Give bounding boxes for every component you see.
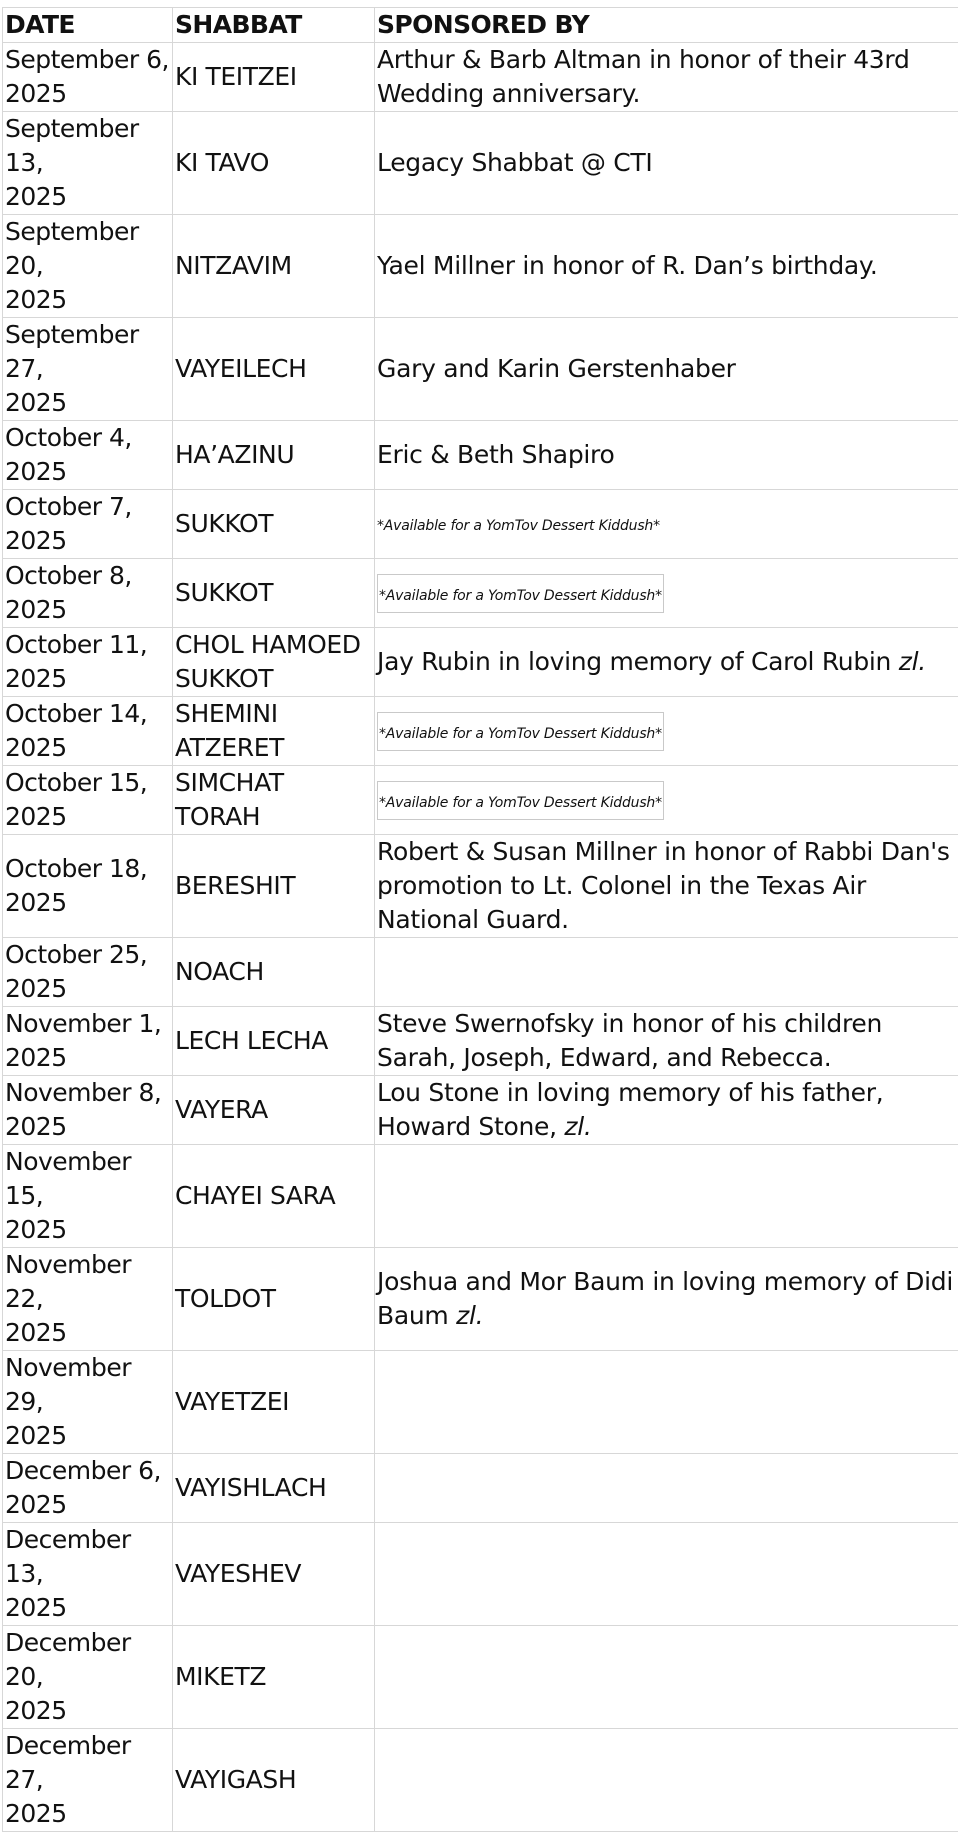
date-cell[interactable]: December 6, 2025: [3, 1454, 173, 1523]
table-row: [3, 628, 958, 697]
table-row: [3, 1007, 958, 1076]
sponsored-by-column-header: SPONSORED BY: [375, 8, 958, 43]
sponsor-cell[interactable]: [375, 628, 958, 697]
table-row: [3, 112, 958, 215]
shabbat-cell[interactable]: LECH LECHA: [173, 1007, 375, 1076]
shabbat-cell[interactable]: HA’AZINU: [173, 421, 375, 490]
table-row: [3, 1454, 958, 1523]
table-row: [3, 43, 958, 112]
shabbat-column-header: SHABBAT: [173, 8, 375, 43]
sponsor-text: Yael Millner in honor of R. Dan’s birthday.: [377, 251, 877, 280]
shabbat-cell[interactable]: TOLDOT: [173, 1248, 375, 1351]
table-row: [3, 318, 958, 421]
sponsor-text: Legacy Shabbat @ CTI: [377, 148, 652, 177]
table-row: [3, 215, 958, 318]
shabbat-cell[interactable]: SHEMINI ATZERET: [173, 697, 375, 766]
date-column-header: DATE: [3, 8, 173, 43]
table-row: [3, 1248, 958, 1351]
sponsor-text: Robert & Susan Millner in honor of Rabbi Dan's promotion to Lt. Colonel in the Texas Air National Guard.: [377, 837, 950, 934]
date-cell[interactable]: October 8, 2025: [3, 559, 173, 628]
table-body: [3, 43, 958, 1832]
sponsorship-sheet: [2, 7, 958, 1832]
date-cell[interactable]: October 4, 2025: [3, 421, 173, 490]
sponsor-cell[interactable]: [375, 215, 958, 318]
shabbat-cell[interactable]: BERESHIT: [173, 835, 375, 938]
sponsor-text: Gary and Karin Gerstenhaber: [377, 354, 736, 383]
header-row: [3, 8, 958, 43]
date-cell[interactable]: September 20, 2025: [3, 215, 173, 318]
shabbat-cell[interactable]: VAYETZEI: [173, 1351, 375, 1454]
shabbat-cell[interactable]: VAYERA: [173, 1076, 375, 1145]
table-row: [3, 1729, 958, 1832]
sponsor-cell[interactable]: [375, 1523, 958, 1626]
shabbat-cell[interactable]: VAYIGASH: [173, 1729, 375, 1832]
sponsor-cell[interactable]: [375, 835, 958, 938]
sponsor-cell[interactable]: [375, 1626, 958, 1729]
sponsor-cell[interactable]: [375, 1454, 958, 1523]
shabbat-cell[interactable]: KI TAVO: [173, 112, 375, 215]
table-row: [3, 766, 958, 835]
table-row: [3, 938, 958, 1007]
availability-note: *Available for a YomTov Dessert Kiddush*: [379, 726, 662, 742]
sponsor-cell[interactable]: [375, 1076, 958, 1145]
sponsor-text: Lou Stone in loving memory of his father, Howard Stone,: [377, 1078, 883, 1141]
sponsor-cell[interactable]: [375, 766, 958, 835]
sponsor-cell[interactable]: [375, 421, 958, 490]
table-row: [3, 1351, 958, 1454]
sponsor-cell[interactable]: [375, 559, 958, 628]
date-cell[interactable]: November 29, 2025: [3, 1351, 173, 1454]
date-cell[interactable]: October 18, 2025: [3, 835, 173, 938]
shabbat-cell[interactable]: SUKKOT: [173, 490, 375, 559]
date-cell[interactable]: December 27, 2025: [3, 1729, 173, 1832]
shabbat-cell[interactable]: MIKETZ: [173, 1626, 375, 1729]
sponsor-cell[interactable]: [375, 43, 958, 112]
date-cell[interactable]: September 6, 2025: [3, 43, 173, 112]
sponsor-cell[interactable]: [375, 938, 958, 1007]
shabbat-cell[interactable]: VAYEILECH: [173, 318, 375, 421]
shabbat-cell[interactable]: CHAYEI SARA: [173, 1145, 375, 1248]
sponsor-cell[interactable]: [375, 1145, 958, 1248]
shabbat-cell[interactable]: SUKKOT: [173, 559, 375, 628]
date-cell[interactable]: December 13, 2025: [3, 1523, 173, 1626]
date-cell[interactable]: October 15, 2025: [3, 766, 173, 835]
table-row: [3, 421, 958, 490]
date-cell[interactable]: November 8, 2025: [3, 1076, 173, 1145]
memorial-suffix: zl.: [456, 1301, 483, 1330]
sponsor-cell[interactable]: [375, 112, 958, 215]
availability-note-wrap: [377, 507, 660, 536]
shabbat-cell[interactable]: VAYESHEV: [173, 1523, 375, 1626]
shabbat-cell[interactable]: NITZAVIM: [173, 215, 375, 318]
sponsor-cell[interactable]: [375, 318, 958, 421]
shabbat-cell[interactable]: VAYISHLACH: [173, 1454, 375, 1523]
shabbat-cell[interactable]: KI TEITZEI: [173, 43, 375, 112]
memorial-suffix: zl.: [564, 1112, 591, 1141]
shabbat-cell[interactable]: SIMCHAT TORAH: [173, 766, 375, 835]
date-cell[interactable]: October 25, 2025: [3, 938, 173, 1007]
sponsor-cell[interactable]: [375, 1351, 958, 1454]
availability-note-box: [377, 781, 664, 820]
date-cell[interactable]: October 7, 2025: [3, 490, 173, 559]
sponsor-text: Steve Swernofsky in honor of his children Sarah, Joseph, Edward, and Rebecca.: [377, 1009, 882, 1072]
sponsor-cell[interactable]: [375, 1007, 958, 1076]
table-row: [3, 490, 958, 559]
date-cell[interactable]: November 15, 2025: [3, 1145, 173, 1248]
availability-note-box: [377, 574, 664, 613]
date-cell[interactable]: November 22, 2025: [3, 1248, 173, 1351]
date-cell[interactable]: September 27, 2025: [3, 318, 173, 421]
date-cell[interactable]: October 11, 2025: [3, 628, 173, 697]
shabbat-cell[interactable]: CHOL HAMOED SUKKOT: [173, 628, 375, 697]
kiddush-sponsorship-table: [2, 7, 958, 1832]
availability-note: *Available for a YomTov Dessert Kiddush*: [379, 588, 662, 604]
table-row: [3, 559, 958, 628]
table-row: [3, 697, 958, 766]
sponsor-text: Joshua and Mor Baum in loving memory of Didi Baum: [377, 1267, 953, 1330]
sponsor-cell[interactable]: [375, 1729, 958, 1832]
sponsor-cell[interactable]: [375, 490, 958, 559]
sponsor-text: Jay Rubin in loving memory of Carol Rubin: [377, 647, 899, 676]
availability-note: *Available for a YomTov Dessert Kiddush*: [379, 795, 662, 811]
sponsor-cell[interactable]: [375, 1248, 958, 1351]
memorial-suffix: zl.: [899, 647, 926, 676]
table-row: [3, 835, 958, 938]
date-cell[interactable]: November 1, 2025: [3, 1007, 173, 1076]
date-cell[interactable]: October 14, 2025: [3, 697, 173, 766]
table-row: [3, 1145, 958, 1248]
availability-note-box: [377, 712, 664, 751]
date-cell[interactable]: September 13, 2025: [3, 112, 173, 215]
table-row: [3, 1626, 958, 1729]
sponsor-text: Arthur & Barb Altman in honor of their 43rd Wedding anniversary.: [377, 45, 910, 108]
table-row: [3, 1523, 958, 1626]
date-cell[interactable]: December 20, 2025: [3, 1626, 173, 1729]
shabbat-cell[interactable]: NOACH: [173, 938, 375, 1007]
sponsor-cell[interactable]: [375, 697, 958, 766]
table-row: [3, 1076, 958, 1145]
sponsor-text: Eric & Beth Shapiro: [377, 440, 614, 469]
availability-note: *Available for a YomTov Dessert Kiddush*: [377, 518, 660, 534]
